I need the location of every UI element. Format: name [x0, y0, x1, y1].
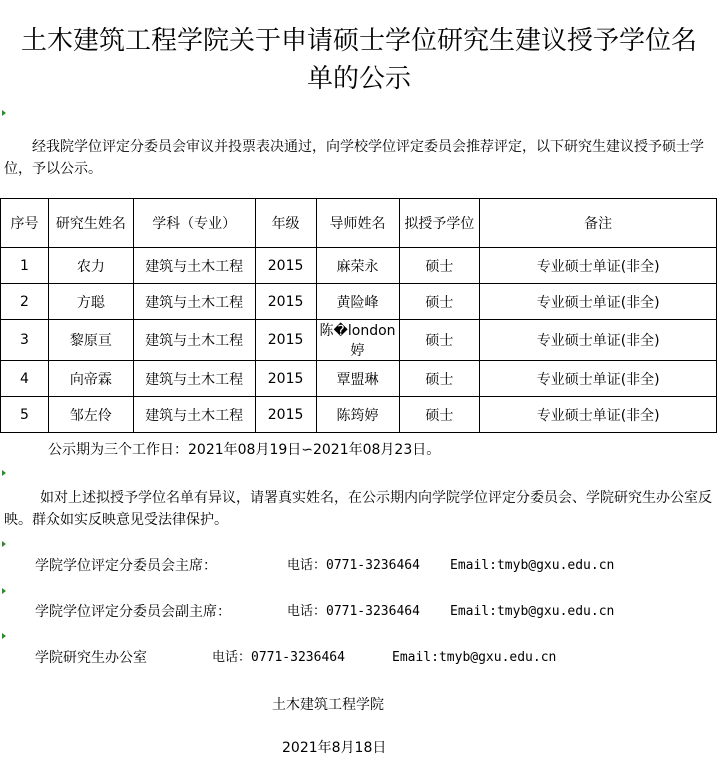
cell-student-name: 邹左伶: [48, 397, 133, 433]
contact-vice-chair-email: Email:tmyb@gxu.edu.cn: [450, 604, 615, 619]
cell-grade: 2015: [255, 320, 316, 361]
cell-advisor: 覃盟琳: [316, 361, 399, 397]
cell-advisor: 陈筠婷: [316, 397, 399, 433]
cell-remarks: 专业硕士单证(非全): [480, 320, 717, 361]
cell-grade: 2015: [255, 284, 316, 320]
contact-chair-phone: 电话：0771-3236464: [287, 558, 420, 573]
paragraph-marker-icon: [2, 588, 6, 594]
objection-paragraph: 如对上述拟授予学位名单有异议，请署真实姓名，在公示期内向学院学位评定分委员会、学院研究生办公室反映。群众如实反映意见受法律保护。: [4, 490, 712, 528]
cell-grade: 2015: [255, 248, 316, 284]
notice-title-line-2: 单的公示: [306, 64, 411, 94]
cell-major: 建筑与土木工程: [133, 361, 255, 397]
cell-remarks: 专业硕士单证(非全): [480, 361, 717, 397]
cell-remarks: 专业硕士单证(非全): [480, 397, 717, 433]
table-row: [1, 320, 717, 361]
cell-index: 3: [1, 320, 49, 361]
header-index: 序号: [1, 199, 49, 248]
table-row: [1, 361, 717, 397]
paragraph-marker-icon: [2, 470, 6, 476]
header-grade: 年级: [255, 199, 316, 248]
table-row: [1, 397, 717, 433]
signature-date: 2021年8月18日: [282, 740, 387, 756]
cell-major: 建筑与土木工程: [133, 248, 255, 284]
cell-major: 建筑与土木工程: [133, 397, 255, 433]
paragraph-marker-icon: [2, 541, 6, 547]
table-header-row: [1, 199, 717, 248]
cell-major: 建筑与土木工程: [133, 320, 255, 361]
paragraph-marker-icon: [2, 633, 6, 639]
header-student-name: 研究生姓名: [48, 199, 133, 248]
notice-title: [0, 22, 718, 98]
cell-student-name: 农力: [48, 248, 133, 284]
notice-title-line-1: 土木建筑工程学院关于申请硕士学位研究生建议授予学位名: [20, 26, 697, 56]
header-degree: 拟授予学位: [399, 199, 480, 248]
publicity-period: 公示期为三个工作日：2021年08月19日∽2021年08月23日。: [48, 442, 441, 458]
signature-college: 土木建筑工程学院: [272, 697, 384, 713]
cell-remarks: 专业硕士单证(非全): [480, 248, 717, 284]
contact-chair-role: 学院学位评定分委员会主席：: [35, 558, 217, 574]
header-remarks: 备注: [480, 199, 717, 248]
table-row: [1, 284, 717, 320]
cell-remarks: 专业硕士单证(非全): [480, 284, 717, 320]
cell-degree: 硕士: [399, 248, 480, 284]
table-row: [1, 248, 717, 284]
contact-vice-chair-role: 学院学位评定分委员会副主席：: [35, 604, 231, 620]
contact-vice-chair-phone: 电话：0771-3236464: [287, 604, 420, 619]
intro-paragraph: 经我院学位评定分委员会审议并投票表决通过，向学校学位评定委员会推荐评定，以下研究生建议授予硕士学位，予以公示。: [4, 139, 704, 177]
header-major: 学科（专业）: [133, 199, 255, 248]
cell-degree: 硕士: [399, 284, 480, 320]
cell-index: 2: [1, 284, 49, 320]
cell-degree: 硕士: [399, 320, 480, 361]
cell-advisor: 陈�london婷: [316, 320, 399, 361]
header-advisor: 导师姓名: [316, 199, 399, 248]
cell-degree: 硕士: [399, 361, 480, 397]
cell-index: 5: [1, 397, 49, 433]
cell-index: 4: [1, 361, 49, 397]
cell-grade: 2015: [255, 397, 316, 433]
contact-office-email: Email:tmyb@gxu.edu.cn: [392, 650, 557, 665]
graduate-list-table: [0, 198, 717, 433]
paragraph-marker-icon: [2, 110, 6, 116]
cell-major: 建筑与土木工程: [133, 284, 255, 320]
cell-index: 1: [1, 248, 49, 284]
cell-advisor: 黄险峰: [316, 284, 399, 320]
contact-office-role: 学院研究生办公室: [35, 650, 147, 666]
cell-advisor: 麻荣永: [316, 248, 399, 284]
contact-chair-email: Email:tmyb@gxu.edu.cn: [450, 558, 615, 573]
cell-degree: 硕士: [399, 397, 480, 433]
cell-student-name: 方聪: [48, 284, 133, 320]
contact-office-phone: 电话：0771-3236464: [212, 650, 345, 665]
cell-student-name: 黎原亘: [48, 320, 133, 361]
cell-grade: 2015: [255, 361, 316, 397]
cell-student-name: 向帝霖: [48, 361, 133, 397]
